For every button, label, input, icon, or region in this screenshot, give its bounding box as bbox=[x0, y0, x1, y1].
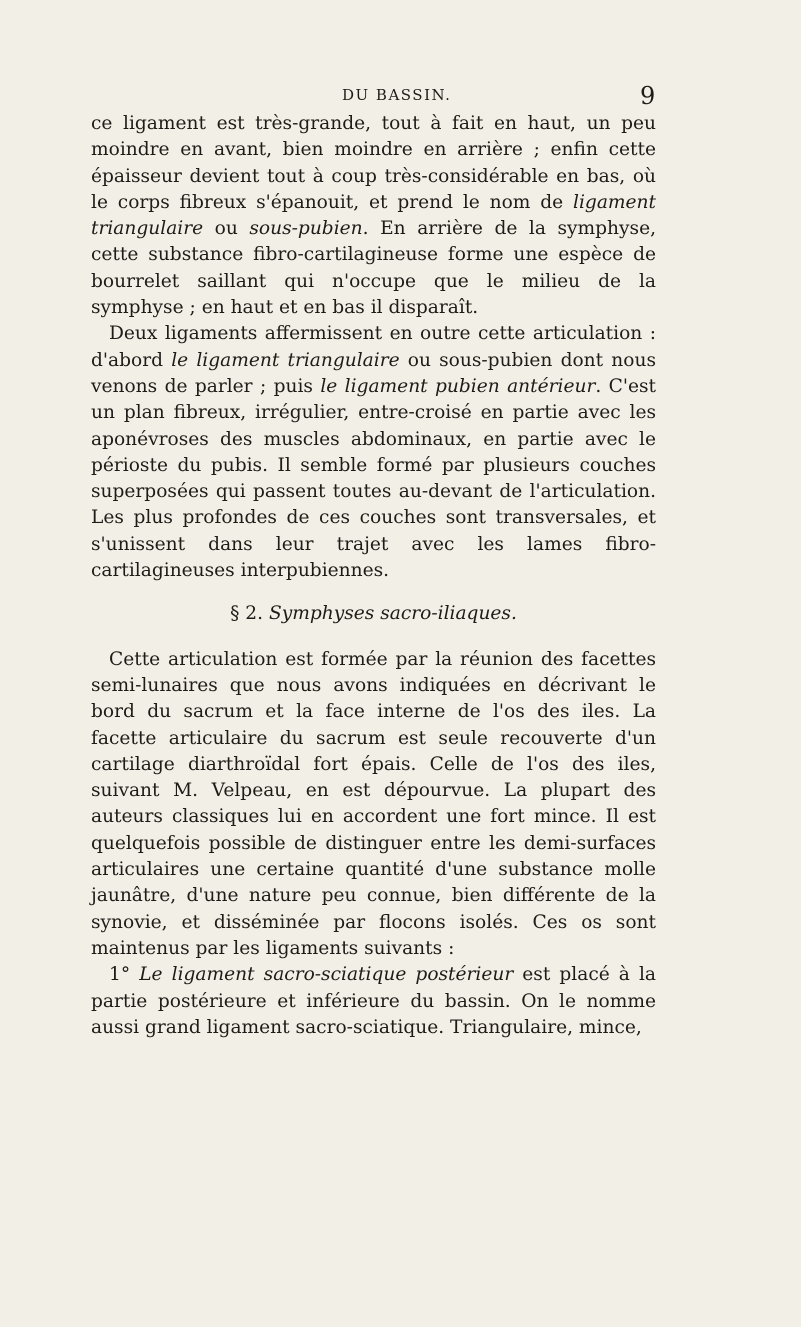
text-run: Deux ligaments affermissent en outre cette articulation : d'abord bbox=[91, 323, 656, 371]
body-text bbox=[91, 111, 656, 1041]
page-number: 9 bbox=[640, 82, 656, 110]
text-run: Cette articulation est formée par la réunion des facettes semi-lunaires que nous avons indiquées en décrivant le bord du sacrum et la face interne de l'os des iles. La facette articulaire du sacrum est seule recouverte d'un cartilage diarthroïdal fort épais. Celle de l'os des iles, suivant M. Velpeau, en est dépourvue. La plupart des auteurs classiques lui en accordent une fort mince. Il est quelquefois possible de distinguer entre les demi-surfaces articulaires une certaine quantité d'une substance molle jaunâtre, d'une nature peu connue, bien différente de la synovie, et disséminée par flocons isolés. Ces os sont maintenus par les ligaments suivants : bbox=[91, 648, 656, 959]
paragraph-two-ligaments bbox=[91, 321, 656, 584]
paragraph-sacro-iliac bbox=[91, 647, 656, 963]
text-run: . C'est un plan fibreux, irrégulier, entre-croisé en partie avec les aponévroses des muscles abdominaux, en partie avec le périoste du pubis. Il semble formé par plusieurs couches superposées qui passent toutes au-devant de l'articulation. Les plus profondes de ces couches sont transversales, et s'unissent dans leur trajet avec les lames fibro-cartilagineuses interpubiennes. bbox=[91, 375, 656, 582]
running-head bbox=[0, 82, 801, 112]
text-run: 1° bbox=[109, 964, 140, 986]
section-heading bbox=[91, 601, 656, 627]
text-run: est placé à la partie postérieure et inférieure du bassin. On le nomme aussi grand ligament sacro-sciatique. Triangulaire, mince, bbox=[91, 964, 656, 1038]
italic-term: Le ligament sacro-sciatique postérieur bbox=[139, 964, 514, 986]
italic-term: le ligament pubien antérieur bbox=[320, 375, 596, 397]
text-run: . En arrière de la symphyse, cette substance fibro-cartilagineuse forme une espèce de bourrelet saillant qui n'occupe que le milieu de la symphyse ; en haut et en bas il disparaît. bbox=[91, 218, 656, 319]
text-run: ou sous-pubien dont nous venons de parler ; puis bbox=[91, 349, 656, 397]
section-title: Symphyses sacro-iliaques. bbox=[268, 603, 517, 625]
running-title: DU BASSIN. bbox=[342, 86, 452, 104]
italic-term: ligament triangulaire bbox=[91, 191, 656, 240]
text-run: ce ligament est très-grande, tout à fait en haut, un peu moindre en avant, bien moindre en arrière ; enfin cette épaisseur devient tout à coup très-considérable en bas, où le corps fibreux s'épanouit, et prend le nom de bbox=[91, 113, 656, 213]
section-number: § 2. bbox=[230, 603, 264, 625]
paragraph-sacro-sciatic bbox=[91, 962, 656, 1041]
italic-term: le ligament triangulaire bbox=[171, 349, 400, 371]
text-run: ou bbox=[203, 218, 250, 240]
italic-term: sous-pubien bbox=[249, 218, 363, 240]
paragraph-ligament-thickness bbox=[91, 111, 656, 321]
